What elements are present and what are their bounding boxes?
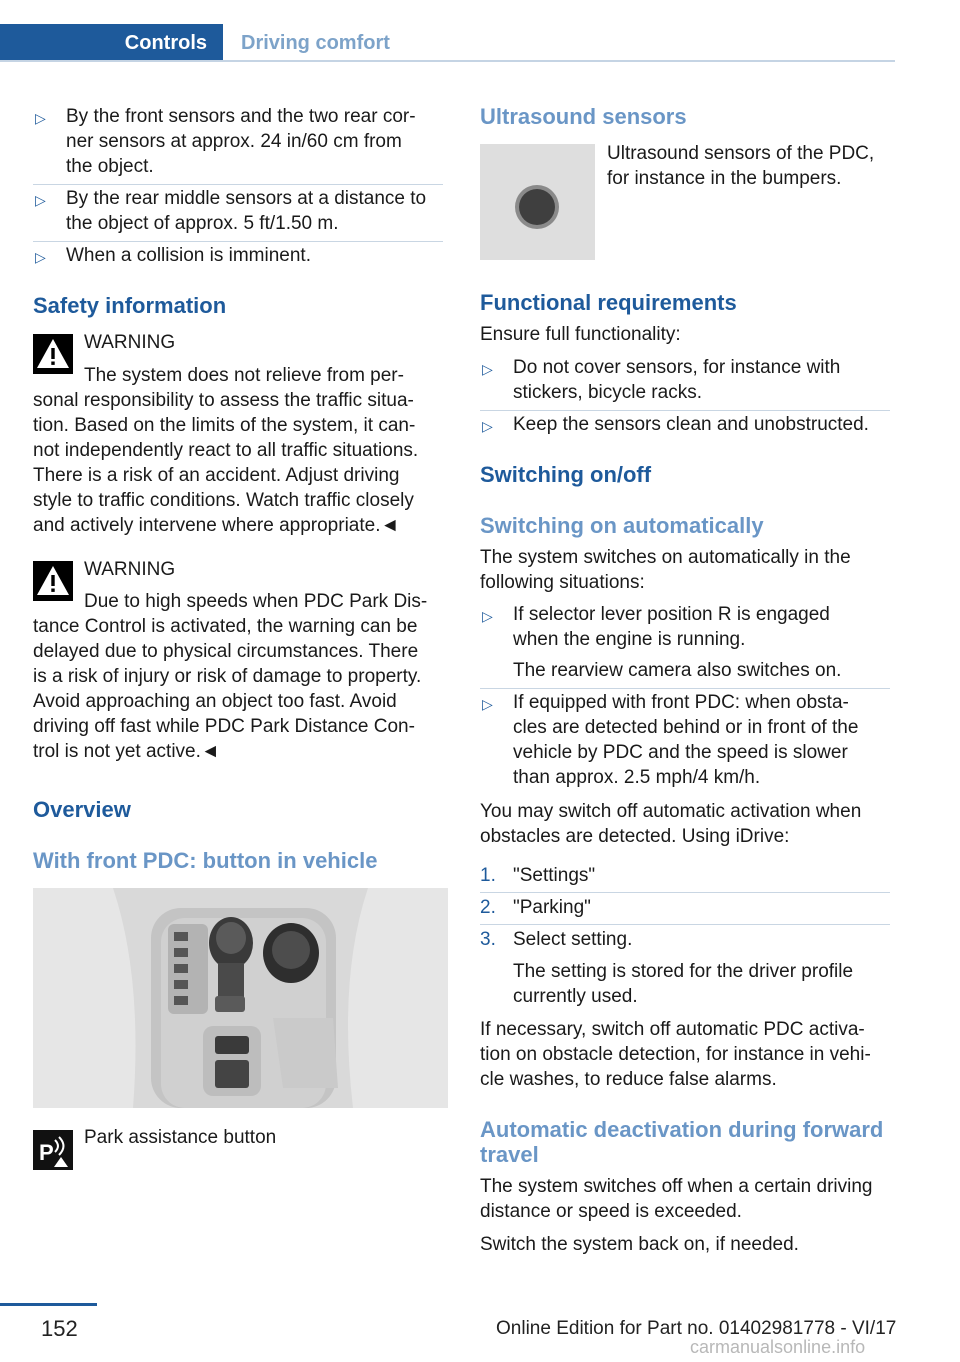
header-rule [0, 60, 895, 62]
ultrasound-sensor-photo [480, 144, 595, 260]
bullet-text: cles are detected behind or in front of the [513, 717, 859, 738]
warning-text: Avoid approaching an object too fast. Avoid [33, 691, 397, 712]
tab-controls: Controls [0, 24, 223, 62]
warning-triangle-icon [33, 334, 73, 374]
switch-off-intro: You may switch off automatic activation when [480, 801, 862, 822]
warning-text: driving off fast while PDC Park Distance Con- [33, 716, 415, 737]
bullet-text: when the engine is running. [513, 629, 746, 650]
bullet-text: the object. [66, 156, 154, 177]
bullet-note: The rearview camera also switches on. [513, 660, 842, 681]
if-necessary-text: If necessary, switch off automatic PDC activa- [480, 1019, 865, 1040]
bullet-text: than approx. 2.5 mph/4 km/h. [513, 767, 761, 788]
bullet-separator [480, 688, 890, 689]
bullet-text: stickers, bicycle racks. [513, 382, 702, 403]
edition-text: Online Edition for Part no. 01402981778 - VI/17 [496, 1318, 897, 1339]
bullet-text: If selector lever position R is engaged [513, 604, 830, 625]
bullet-text: By the rear middle sensors at a distance to [66, 188, 427, 209]
subsection-title-front-pdc: With front PDC: button in vehicle [33, 848, 378, 873]
auto-intro: following situations: [480, 572, 645, 593]
warning-text: delayed due to physical circumstances. There [33, 641, 419, 662]
subsection-title-deactivation: travel [480, 1142, 539, 1167]
warning-label: WARNING [84, 559, 176, 580]
warning-text: There is a risk of an accident. Adjust driving [33, 465, 400, 486]
warning-text: Due to high speeds when PDC Park Dis- [84, 591, 428, 612]
button-caption: Park assistance button [84, 1127, 277, 1148]
bullet-text: ner sensors at approx. 24 in/60 cm from [66, 131, 402, 152]
step-number: 3. [480, 929, 496, 950]
section-title-safety: Safety information [33, 293, 227, 318]
bullet-separator [480, 410, 890, 411]
bullet-triangle-icon: ▷ [482, 361, 493, 377]
section-title-overview: Overview [33, 797, 131, 822]
step-note: currently used. [513, 986, 638, 1007]
watermark: carmanualsonline.info [690, 1337, 866, 1357]
step-number: 1. [480, 865, 496, 886]
bullet-separator [33, 184, 443, 185]
bullet-triangle-icon: ▷ [482, 696, 493, 712]
switch-off-intro: obstacles are detected. Using iDrive: [480, 826, 790, 847]
subsection-title-deactivation: Automatic deactivation during forward [480, 1117, 884, 1142]
warning-text: trol is not yet active.◄ [33, 741, 220, 762]
if-necessary-text: cle washes, to reduce false alarms. [480, 1069, 777, 1090]
warning-text: tance Control is activated, the warning can be [33, 616, 418, 637]
svg-text:P: P [39, 1140, 54, 1165]
bullet-triangle-icon: ▷ [482, 418, 493, 434]
bullet-triangle-icon: ▷ [35, 249, 46, 265]
step-text: Select setting. [513, 929, 633, 950]
bullet-separator [33, 241, 443, 242]
bullet-text: Do not cover sensors, for instance with [513, 357, 841, 378]
warning-label: WARNING [84, 332, 176, 353]
warning-text: and actively intervene where appropriate.◄ [33, 515, 400, 536]
bullet-triangle-icon: ▷ [35, 192, 46, 208]
auto-intro: The system switches on automatically in the [480, 547, 851, 568]
park-assistance-icon [33, 1130, 73, 1170]
bullet-text: Keep the sensors clean and unobstructed. [513, 414, 869, 435]
step-number: 2. [480, 897, 496, 918]
step-separator [480, 892, 890, 893]
warning-text: sonal responsibility to assess the traffic situa- [33, 390, 414, 411]
warning-text: style to traffic conditions. Watch traffic closely [33, 490, 414, 511]
ultrasound-text: for instance in the bumpers. [607, 168, 842, 189]
bullet-text: the object of approx. 5 ft/1.50 m. [66, 213, 339, 234]
step-text: "Settings" [513, 865, 596, 886]
section-title-functional: Functional requirements [480, 290, 737, 315]
warning-text: tion. Based on the limits of the system, it can- [33, 415, 416, 436]
deactivation-text: The system switches off when a certain driving [480, 1176, 873, 1197]
bullet-text: vehicle by PDC and the speed is slower [513, 742, 848, 763]
deactivation-text: distance or speed is exceeded. [480, 1201, 742, 1222]
center-console-photo [33, 888, 448, 1108]
warning-text: not independently react to all traffic situations. [33, 440, 419, 461]
step-note: The setting is stored for the driver profile [513, 961, 854, 982]
page-number: 152 [41, 1316, 78, 1341]
ultrasound-text: Ultrasound sensors of the PDC, [607, 143, 875, 164]
bullet-triangle-icon: ▷ [482, 608, 493, 624]
bullet-triangle-icon: ▷ [35, 110, 46, 126]
if-necessary-text: tion on obstacle detection, for instance in vehi- [480, 1044, 871, 1065]
step-separator [480, 924, 890, 925]
warning-text: The system does not relieve from per- [84, 365, 404, 386]
section-title-switching: Switching on/off [480, 462, 652, 487]
step-text: "Parking" [513, 897, 591, 918]
switch-back-text: Switch the system back on, if needed. [480, 1234, 799, 1255]
subsection-title-auto-on: Switching on automatically [480, 513, 764, 538]
warning-text: is a risk of injury or risk of damage to property. [33, 666, 422, 687]
tab-driving-comfort: Driving comfort [241, 32, 390, 54]
bullet-text: If equipped with front PDC: when obsta- [513, 692, 849, 713]
section-title-ultrasound: Ultrasound sensors [480, 104, 687, 129]
bullet-text: When a collision is imminent. [66, 245, 311, 266]
warning-triangle-icon [33, 561, 73, 601]
footer-rule [0, 1303, 97, 1306]
bullet-text: By the front sensors and the two rear cor- [66, 106, 416, 127]
functional-intro: Ensure full functionality: [480, 324, 681, 345]
